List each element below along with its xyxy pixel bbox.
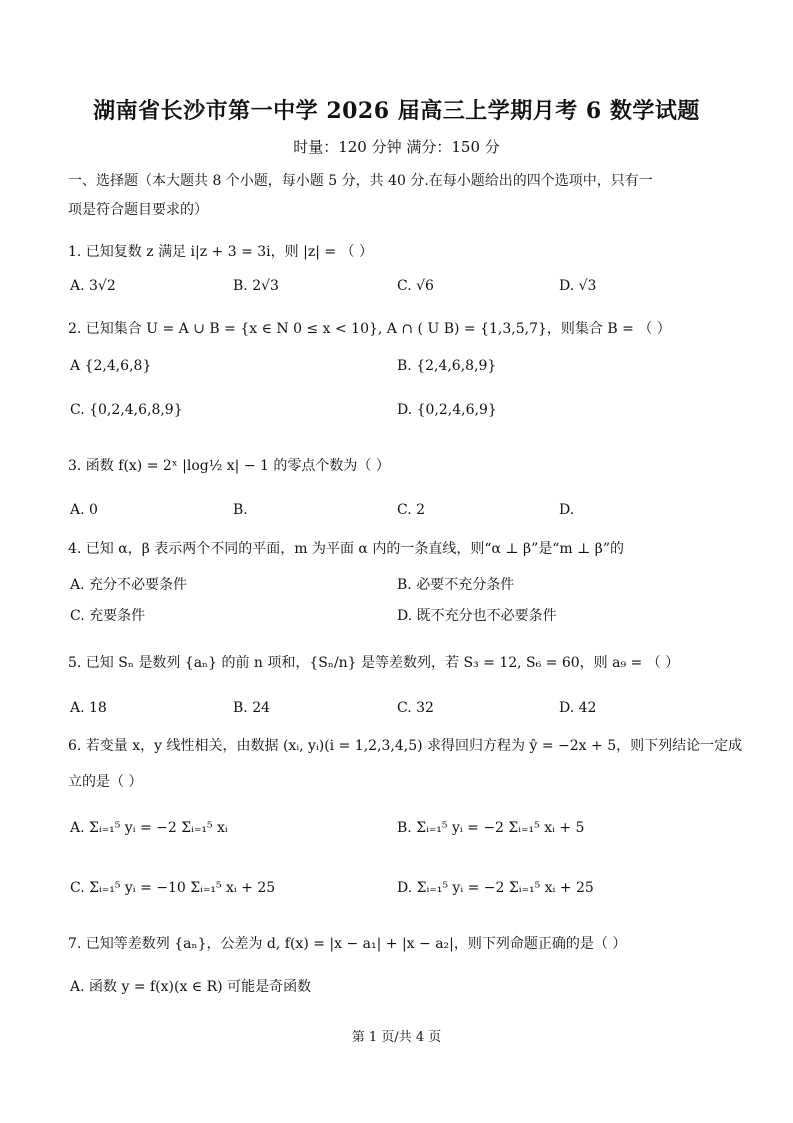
question-1-option-a: A. 3√2 (70, 278, 116, 294)
question-1-option-b: B. 2√3 (233, 278, 279, 294)
page-footer: 第 1 页/共 4 页 (351, 1030, 442, 1045)
question-7-stem: 7. 已知等差数列 {aₙ}，公差为 d, f(x) = |x − a₁| + |x − a₂|，则下列命题正确的是（ ） (68, 936, 627, 952)
section-heading-line1: 一、选择题（本大题共 8 个小题，每小题 5 分，共 40 分.在每小题给出的四个选项中，只有一 (68, 173, 653, 189)
question-5-option-d: D. 42 (559, 700, 597, 716)
question-6-option-a: A. Σᵢ₌₁⁵ yᵢ = −2 Σᵢ₌₁⁵ xᵢ (70, 820, 228, 836)
question-4-option-b: B. 必要不充分条件 (397, 577, 515, 593)
question-6-option-d: D. Σᵢ₌₁⁵ yᵢ = −2 Σᵢ₌₁⁵ xᵢ + 25 (397, 880, 594, 896)
question-4-option-a: A. 充分不必要条件 (70, 577, 188, 593)
question-2-option-c: C. {0,2,4,6,8,9} (70, 402, 183, 418)
question-6-stem-line2: 立的是（ ） (68, 774, 143, 790)
question-3-option-c: C. 2 (397, 502, 426, 518)
question-3-option-b: B. (233, 502, 248, 518)
question-1-option-c: C. √6 (397, 278, 434, 294)
section-heading-line2: 项是符合题目要求的） (68, 202, 208, 218)
question-3-stem: 3. 函数 f(x) = 2ˣ |log½ x| − 1 的零点个数为（ ） (68, 458, 390, 474)
question-3-option-d: D. (559, 502, 575, 518)
question-4-option-c: C. 充要条件 (70, 608, 146, 624)
question-5-stem: 5. 已知 Sₙ 是数列 {aₙ} 的前 n 项和，{Sₙ/n} 是等差数列，若 S₃ = 12, S₆ = 60，则 a₉ = （ ） (68, 655, 680, 671)
question-5-option-c: C. 32 (397, 700, 434, 716)
question-7-option-a: A. 函数 y = f(x)(x ∈ R) 可能是奇函数 (70, 979, 312, 995)
question-3-option-a: A. 0 (70, 502, 98, 518)
question-2-stem: 2. 已知集合 U = A ∪ B = {x ∈ N 0 ≤ x < 10}, A ∩ ( U B) = {1,3,5,7}，则集合 B = （ ） (68, 321, 671, 337)
page-title: 湖南省长沙市第一中学 2026 届高三上学期月考 6 数学试题 (93, 98, 700, 124)
question-4-option-d: D. 既不充分也不必要条件 (397, 608, 557, 624)
exam-info: 时量：120 分钟 满分：150 分 (293, 138, 500, 156)
question-2-option-d: D. {0,2,4,6,9} (397, 402, 497, 418)
question-4-stem: 4. 已知 α，β 表示两个不同的平面，m 为平面 α 内的一条直线，则“α ⊥ β”是“m ⊥ β”的 (68, 541, 625, 557)
question-6-stem-line1: 6. 若变量 x，y 线性相关，由数据 (xᵢ, yᵢ)(i = 1,2,3,4,5) 求得回归方程为 ŷ = −2x + 5，则下列结论一定成 (68, 738, 743, 754)
question-2-option-a: A {2,4,6,8} (70, 358, 152, 374)
question-5-option-b: B. 24 (233, 700, 271, 716)
question-6-option-b: B. Σᵢ₌₁⁵ yᵢ = −2 Σᵢ₌₁⁵ xᵢ + 5 (397, 820, 585, 836)
question-1-stem: 1. 已知复数 z 满足 i|z + 3 = 3i，则 |z| = （ ） (68, 244, 373, 260)
question-2-option-b: B. {2,4,6,8,9} (397, 358, 497, 374)
question-6-option-c: C. Σᵢ₌₁⁵ yᵢ = −10 Σᵢ₌₁⁵ xᵢ + 25 (70, 880, 276, 896)
question-5-option-a: A. 18 (70, 700, 107, 716)
question-1-option-d: D. √3 (559, 278, 597, 294)
